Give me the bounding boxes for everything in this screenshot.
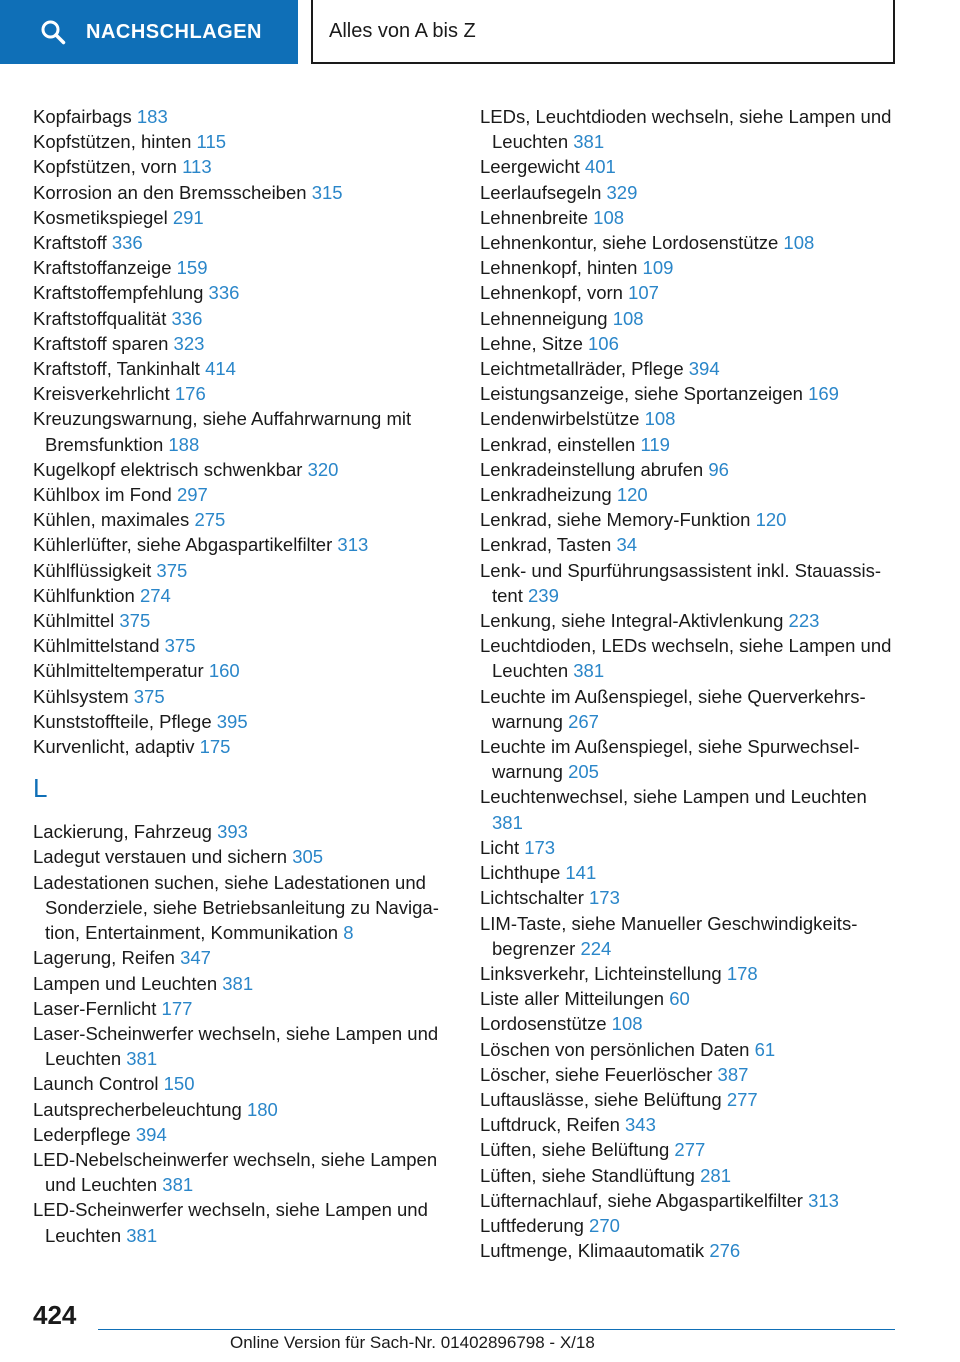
index-term: Ladegut verstauen und sichern	[33, 846, 288, 868]
index-term: Lenkrad, Tasten	[480, 534, 612, 556]
index-term: Laser-Fernlicht	[33, 997, 157, 1019]
index-term: Luftdruck, Reifen	[480, 1114, 620, 1136]
index-entry	[480, 1087, 900, 1112]
index-term: Lüften, siehe Belüftung	[480, 1139, 670, 1161]
index-term: Lehne, Sitze	[480, 332, 583, 354]
search-icon	[40, 19, 66, 45]
index-entry	[33, 532, 453, 557]
page-link[interactable]: 336	[111, 232, 143, 254]
index-term: Kraftstoff	[33, 232, 107, 254]
index-entry	[33, 129, 453, 154]
index-entry	[480, 1213, 900, 1238]
page-link[interactable]: 281	[700, 1164, 731, 1186]
index-term: LEDs, Leuchtdioden wechseln, siehe Lampen und Leuchten	[480, 106, 892, 153]
index-entry	[480, 306, 900, 331]
page-link[interactable]: 108	[593, 206, 625, 228]
page-link[interactable]: 150	[163, 1073, 195, 1095]
page-link[interactable]: 61	[754, 1038, 776, 1060]
page-link[interactable]: 381	[492, 811, 523, 833]
page-link[interactable]: 106	[588, 332, 619, 354]
page-link[interactable]: 108	[612, 307, 644, 329]
page-link[interactable]: 395	[216, 710, 248, 732]
index-term: Kühlmittel	[33, 610, 115, 632]
index-term: Lüften, siehe Standlüftung	[480, 1164, 695, 1186]
index-term: Kreuzungswarnung, siehe Auffahrwarnung mit Bremsfunktion	[33, 408, 412, 455]
page-link[interactable]: 394	[135, 1123, 167, 1145]
page-link[interactable]: 34	[616, 534, 638, 556]
index-term: Leuchtenwechsel, siehe Lampen und Leuchten	[480, 786, 867, 808]
index-term: Lenkrad, einstellen	[480, 433, 636, 455]
page-link[interactable]: 113	[182, 156, 212, 178]
page-link[interactable]: 223	[788, 610, 820, 632]
page-link[interactable]: 159	[176, 257, 208, 279]
index-entry	[480, 356, 900, 381]
index-term: Lichthupe	[480, 862, 561, 884]
page-link[interactable]: 276	[709, 1240, 741, 1262]
index-entry	[480, 633, 900, 683]
index-term: Lackierung, Fahrzeug	[33, 821, 212, 843]
index-term: Lehnenbreite	[480, 206, 589, 228]
page-link[interactable]: 381	[573, 660, 605, 682]
index-entry	[33, 180, 453, 205]
index-entry	[33, 709, 453, 734]
index-entry	[33, 507, 453, 532]
page-link[interactable]: 387	[717, 1063, 749, 1085]
index-term: Kopfstützen, hinten	[33, 131, 192, 153]
index-entry	[480, 835, 900, 860]
index-term: Lenk- und Spurführungsassistent inkl. Stauassistent	[480, 559, 882, 606]
index-term: Lampen und Leuchten	[33, 972, 218, 994]
index-term: Lüfternachlauf, siehe Abgaspartikelfilter	[480, 1189, 803, 1211]
index-entry	[480, 961, 900, 986]
index-term: LIM-Taste, siehe Manueller Geschwindigkeitsbegrenzer	[480, 912, 858, 959]
index-term: Lenkradeinstellung abrufen	[480, 458, 704, 480]
index-entry	[480, 180, 900, 205]
index-entry	[480, 230, 900, 255]
index-entry	[33, 104, 453, 129]
page-link[interactable]: 183	[136, 106, 168, 127]
index-entry	[33, 356, 453, 381]
index-term: Lehnenkopf, hinten	[480, 257, 638, 279]
footer-divider	[98, 1329, 895, 1330]
index-entry	[480, 331, 900, 356]
page-link[interactable]: 267	[568, 710, 599, 732]
index-entry	[33, 945, 453, 970]
page-link[interactable]: 160	[208, 660, 240, 682]
page-link[interactable]: 375	[119, 610, 151, 632]
index-entry	[33, 558, 453, 583]
page-link[interactable]: 270	[589, 1214, 620, 1236]
page-link[interactable]: 336	[171, 307, 203, 329]
index-term: Kühlmittelstand	[33, 635, 160, 657]
page-link[interactable]: 320	[307, 458, 339, 480]
index-entry	[480, 406, 900, 431]
index-term: Lordosenstütze	[480, 1013, 607, 1035]
page-link[interactable]: 381	[126, 1224, 158, 1246]
index-entry	[480, 280, 900, 305]
page-link[interactable]: 141	[565, 862, 597, 884]
index-term: Leuchte im Außenspiegel, siehe Spurwechselwarnung	[480, 736, 860, 783]
page-link[interactable]: 313	[337, 534, 369, 556]
index-term: Kraftstoff, Tankinhalt	[33, 358, 200, 380]
index-term: Laser-Scheinwerfer wechseln, siehe Lampen und Leuchten	[33, 1022, 439, 1070]
page-link[interactable]: 108	[783, 232, 815, 254]
index-term: Kugelkopf elektrisch schwenkbar	[33, 458, 303, 480]
index-entry	[33, 658, 453, 683]
index-term: Kühlen, maximales	[33, 509, 190, 531]
index-entry	[480, 432, 900, 457]
index-entry	[480, 457, 900, 482]
page-link[interactable]: 297	[176, 484, 208, 506]
index-term: Korrosion an den Bremsscheiben	[33, 181, 307, 203]
index-entry	[33, 331, 453, 356]
index-term: Luftmenge, Klimaautomatik	[480, 1240, 705, 1262]
index-term: Luftauslässe, siehe Belüftung	[480, 1088, 722, 1110]
index-term: Launch Control	[33, 1073, 159, 1095]
index-column-right	[480, 104, 900, 1263]
page-link[interactable]: 401	[584, 156, 616, 178]
page-link[interactable]: 275	[194, 509, 226, 531]
index-group-l-continued	[480, 104, 900, 1263]
page-link[interactable]: 381	[222, 972, 254, 994]
index-term: Lehnenkopf, vorn	[480, 282, 623, 304]
index-term: Kühlmitteltemperatur	[33, 660, 204, 682]
index-term: LED-Scheinwerfer wechseln, siehe Lampen und Leuchten	[33, 1199, 428, 1246]
page-link[interactable]: 239	[528, 584, 559, 606]
page-link[interactable]: 277	[726, 1088, 758, 1110]
index-entry	[480, 507, 900, 532]
index-entry	[480, 1163, 900, 1188]
page-link[interactable]: 169	[808, 383, 839, 405]
index-term: Kühlfunktion	[33, 584, 135, 606]
index-term: Kraftstoff sparen	[33, 332, 169, 354]
index-term: Kraftstoffanzeige	[33, 257, 172, 279]
index-entry	[33, 633, 453, 658]
page-link[interactable]: 119	[640, 433, 670, 455]
index-entry	[480, 154, 900, 179]
page-link[interactable]: 291	[172, 206, 204, 228]
index-term: Leergewicht	[480, 156, 580, 178]
page-link[interactable]: 336	[208, 282, 240, 304]
index-entry	[33, 1122, 453, 1147]
index-term: Löscher, siehe Feuerlöscher	[480, 1063, 713, 1085]
index-entry	[33, 844, 453, 869]
index-entry	[33, 1071, 453, 1096]
index-entry	[33, 1021, 453, 1071]
index-entry	[480, 684, 900, 734]
page-link[interactable]: 381	[573, 131, 605, 153]
index-entry	[480, 558, 900, 608]
section-title: Alles von A bis Z	[311, 0, 895, 64]
index-entry	[480, 860, 900, 885]
index-entry	[33, 482, 453, 507]
index-entry	[33, 255, 453, 280]
index-entry	[480, 255, 900, 280]
tab-label: NACHSCHLAGEN	[86, 20, 262, 43]
page-link[interactable]: 323	[173, 332, 205, 354]
tab-nachschlagen[interactable]	[0, 0, 298, 64]
page-number: 424	[33, 1300, 77, 1330]
section-letter: L	[33, 773, 48, 804]
index-term: Lagerung, Reifen	[33, 947, 175, 969]
index-entry	[480, 532, 900, 557]
page-link[interactable]: 381	[126, 1048, 158, 1070]
index-term: Kurvenlicht, adaptiv	[33, 736, 195, 758]
page-link[interactable]: 177	[161, 997, 193, 1019]
page-link[interactable]: 8	[343, 922, 354, 944]
page-link[interactable]: 393	[217, 821, 248, 843]
index-entry	[480, 1037, 900, 1062]
index-term: Kreisverkehrlicht	[33, 383, 170, 405]
index-group-l	[33, 819, 453, 1247]
page-link[interactable]: 115	[196, 131, 227, 153]
index-term: Kraftstoffempfehlung	[33, 282, 204, 304]
page-link[interactable]: 173	[524, 836, 556, 858]
index-term: Kunststoffteile, Pflege	[33, 710, 212, 732]
index-entry	[33, 230, 453, 255]
page-link[interactable]: 305	[292, 846, 324, 868]
index-term: Leistungsanzeige, siehe Sportanzeigen	[480, 383, 803, 405]
page-link[interactable]: 277	[674, 1139, 706, 1161]
index-term: Leuchte im Außenspiegel, siehe Querverkehrswarnung	[480, 685, 866, 732]
index-term: Löschen von persönlichen Daten	[480, 1038, 750, 1060]
page-link[interactable]: 347	[180, 947, 211, 969]
index-entry	[33, 996, 453, 1021]
index-entry	[480, 1238, 900, 1263]
index-term: LED-Nebelscheinwerfer wechseln, siehe Lampen und Leuchten	[33, 1148, 438, 1196]
index-term: Kopfairbags	[33, 106, 132, 127]
page-link[interactable]: 173	[589, 887, 620, 909]
index-term: Ladestationen suchen, siehe Ladestationen und Sonderziele, siehe Betriebsanleitung zu Navigation, Entertainment, Kommunikation	[33, 871, 439, 944]
index-term: Kühlerlüfter, siehe Abgaspartikelfilter	[33, 534, 333, 556]
page-link[interactable]: 178	[726, 962, 758, 984]
index-entry	[480, 205, 900, 230]
page-link[interactable]: 414	[205, 358, 236, 380]
index-entry	[33, 381, 453, 406]
page-link[interactable]: 394	[688, 358, 720, 380]
index-entry	[33, 684, 453, 709]
online-version-note: Online Version für Sach-Nr. 01402896798 - X/18	[230, 1333, 595, 1352]
page-link[interactable]: 108	[644, 408, 676, 430]
index-entry	[33, 583, 453, 608]
index-term: Lehnenneigung	[480, 307, 608, 329]
index-term: Leuchtdioden, LEDs wechseln, siehe Lampen und Leuchten	[480, 635, 892, 682]
page-link[interactable]: 120	[616, 484, 648, 506]
index-entry	[480, 784, 900, 834]
index-entry	[480, 1188, 900, 1213]
page-link[interactable]: 175	[199, 736, 231, 758]
index-term: Kosmetikspiegel	[33, 206, 168, 228]
page-link[interactable]: 375	[133, 685, 165, 707]
index-entry	[480, 885, 900, 910]
page-link[interactable]: 60	[669, 988, 690, 1010]
index-entry	[33, 734, 453, 759]
page-link[interactable]: 109	[642, 257, 674, 279]
page-link[interactable]: 120	[755, 509, 787, 531]
index-term: Leichtmetallräder, Pflege	[480, 358, 684, 380]
index-group-k	[33, 104, 453, 759]
index-entry	[33, 971, 453, 996]
page-link[interactable]: 176	[174, 383, 206, 405]
index-entry	[33, 306, 453, 331]
index-entry	[33, 205, 453, 230]
page-link[interactable]: 205	[568, 761, 599, 783]
index-entry	[480, 911, 900, 961]
index-entry	[480, 986, 900, 1011]
page-link[interactable]: 313	[808, 1189, 839, 1211]
page-link[interactable]: 329	[606, 181, 638, 203]
page-link[interactable]: 180	[246, 1098, 278, 1120]
index-entry	[480, 1112, 900, 1137]
page-link[interactable]: 224	[580, 937, 612, 959]
index-entry	[33, 870, 453, 946]
index-entry	[33, 406, 453, 456]
index-entry	[480, 1011, 900, 1036]
index-term: Lichtschalter	[480, 887, 584, 909]
page-link[interactable]: 108	[611, 1013, 643, 1035]
index-term: Lautsprecherbeleuchtung	[33, 1098, 242, 1120]
index-entry	[33, 1197, 453, 1247]
page-link[interactable]: 375	[156, 559, 188, 581]
index-entry	[33, 608, 453, 633]
index-term: Lenkrad, siehe Memory-Funktion	[480, 509, 751, 531]
page-link[interactable]: 274	[139, 584, 171, 606]
index-entry	[33, 1147, 453, 1197]
index-entry	[480, 381, 900, 406]
index-column-left	[33, 104, 453, 1248]
index-term: Lenkradheizung	[480, 484, 612, 506]
index-entry	[33, 819, 453, 844]
page-link[interactable]: 188	[168, 433, 200, 455]
index-term: Kopfstützen, vorn	[33, 156, 177, 178]
index-entry	[480, 104, 900, 154]
page-link[interactable]: 381	[162, 1174, 194, 1196]
index-term: Lederpflege	[33, 1123, 131, 1145]
index-term: Lenkung, siehe Integral-Aktivlenkung	[480, 610, 784, 632]
index-term: Kühlflüssigkeit	[33, 559, 152, 581]
page-link[interactable]: 96	[708, 458, 729, 480]
page-link[interactable]: 375	[164, 635, 196, 657]
index-entry	[33, 457, 453, 482]
index-term: Lendenwirbelstütze	[480, 408, 640, 430]
index-entry	[480, 608, 900, 633]
index-term: Linksverkehr, Lichteinstellung	[480, 962, 722, 984]
page-link[interactable]: 343	[625, 1114, 656, 1136]
index-entry	[33, 280, 453, 305]
index-entry	[33, 154, 453, 179]
index-term: Lehnenkontur, siehe Lordosenstütze	[480, 232, 779, 254]
index-term: Licht	[480, 836, 520, 858]
page-link[interactable]: 107	[628, 282, 659, 304]
index-term: Leerlaufsegeln	[480, 181, 602, 203]
index-entry	[480, 734, 900, 784]
index-entry	[480, 1137, 900, 1162]
index-term: Luftfederung	[480, 1214, 584, 1236]
index-entry	[480, 1062, 900, 1087]
index-entry	[33, 1097, 453, 1122]
index-term: Kühlsystem	[33, 685, 129, 707]
index-term: Liste aller Mitteilungen	[480, 988, 665, 1010]
index-term: Kühlbox im Fond	[33, 484, 172, 506]
index-entry	[480, 482, 900, 507]
index-term: Kraftstoffqualität	[33, 307, 167, 329]
page-link[interactable]: 315	[311, 181, 343, 203]
